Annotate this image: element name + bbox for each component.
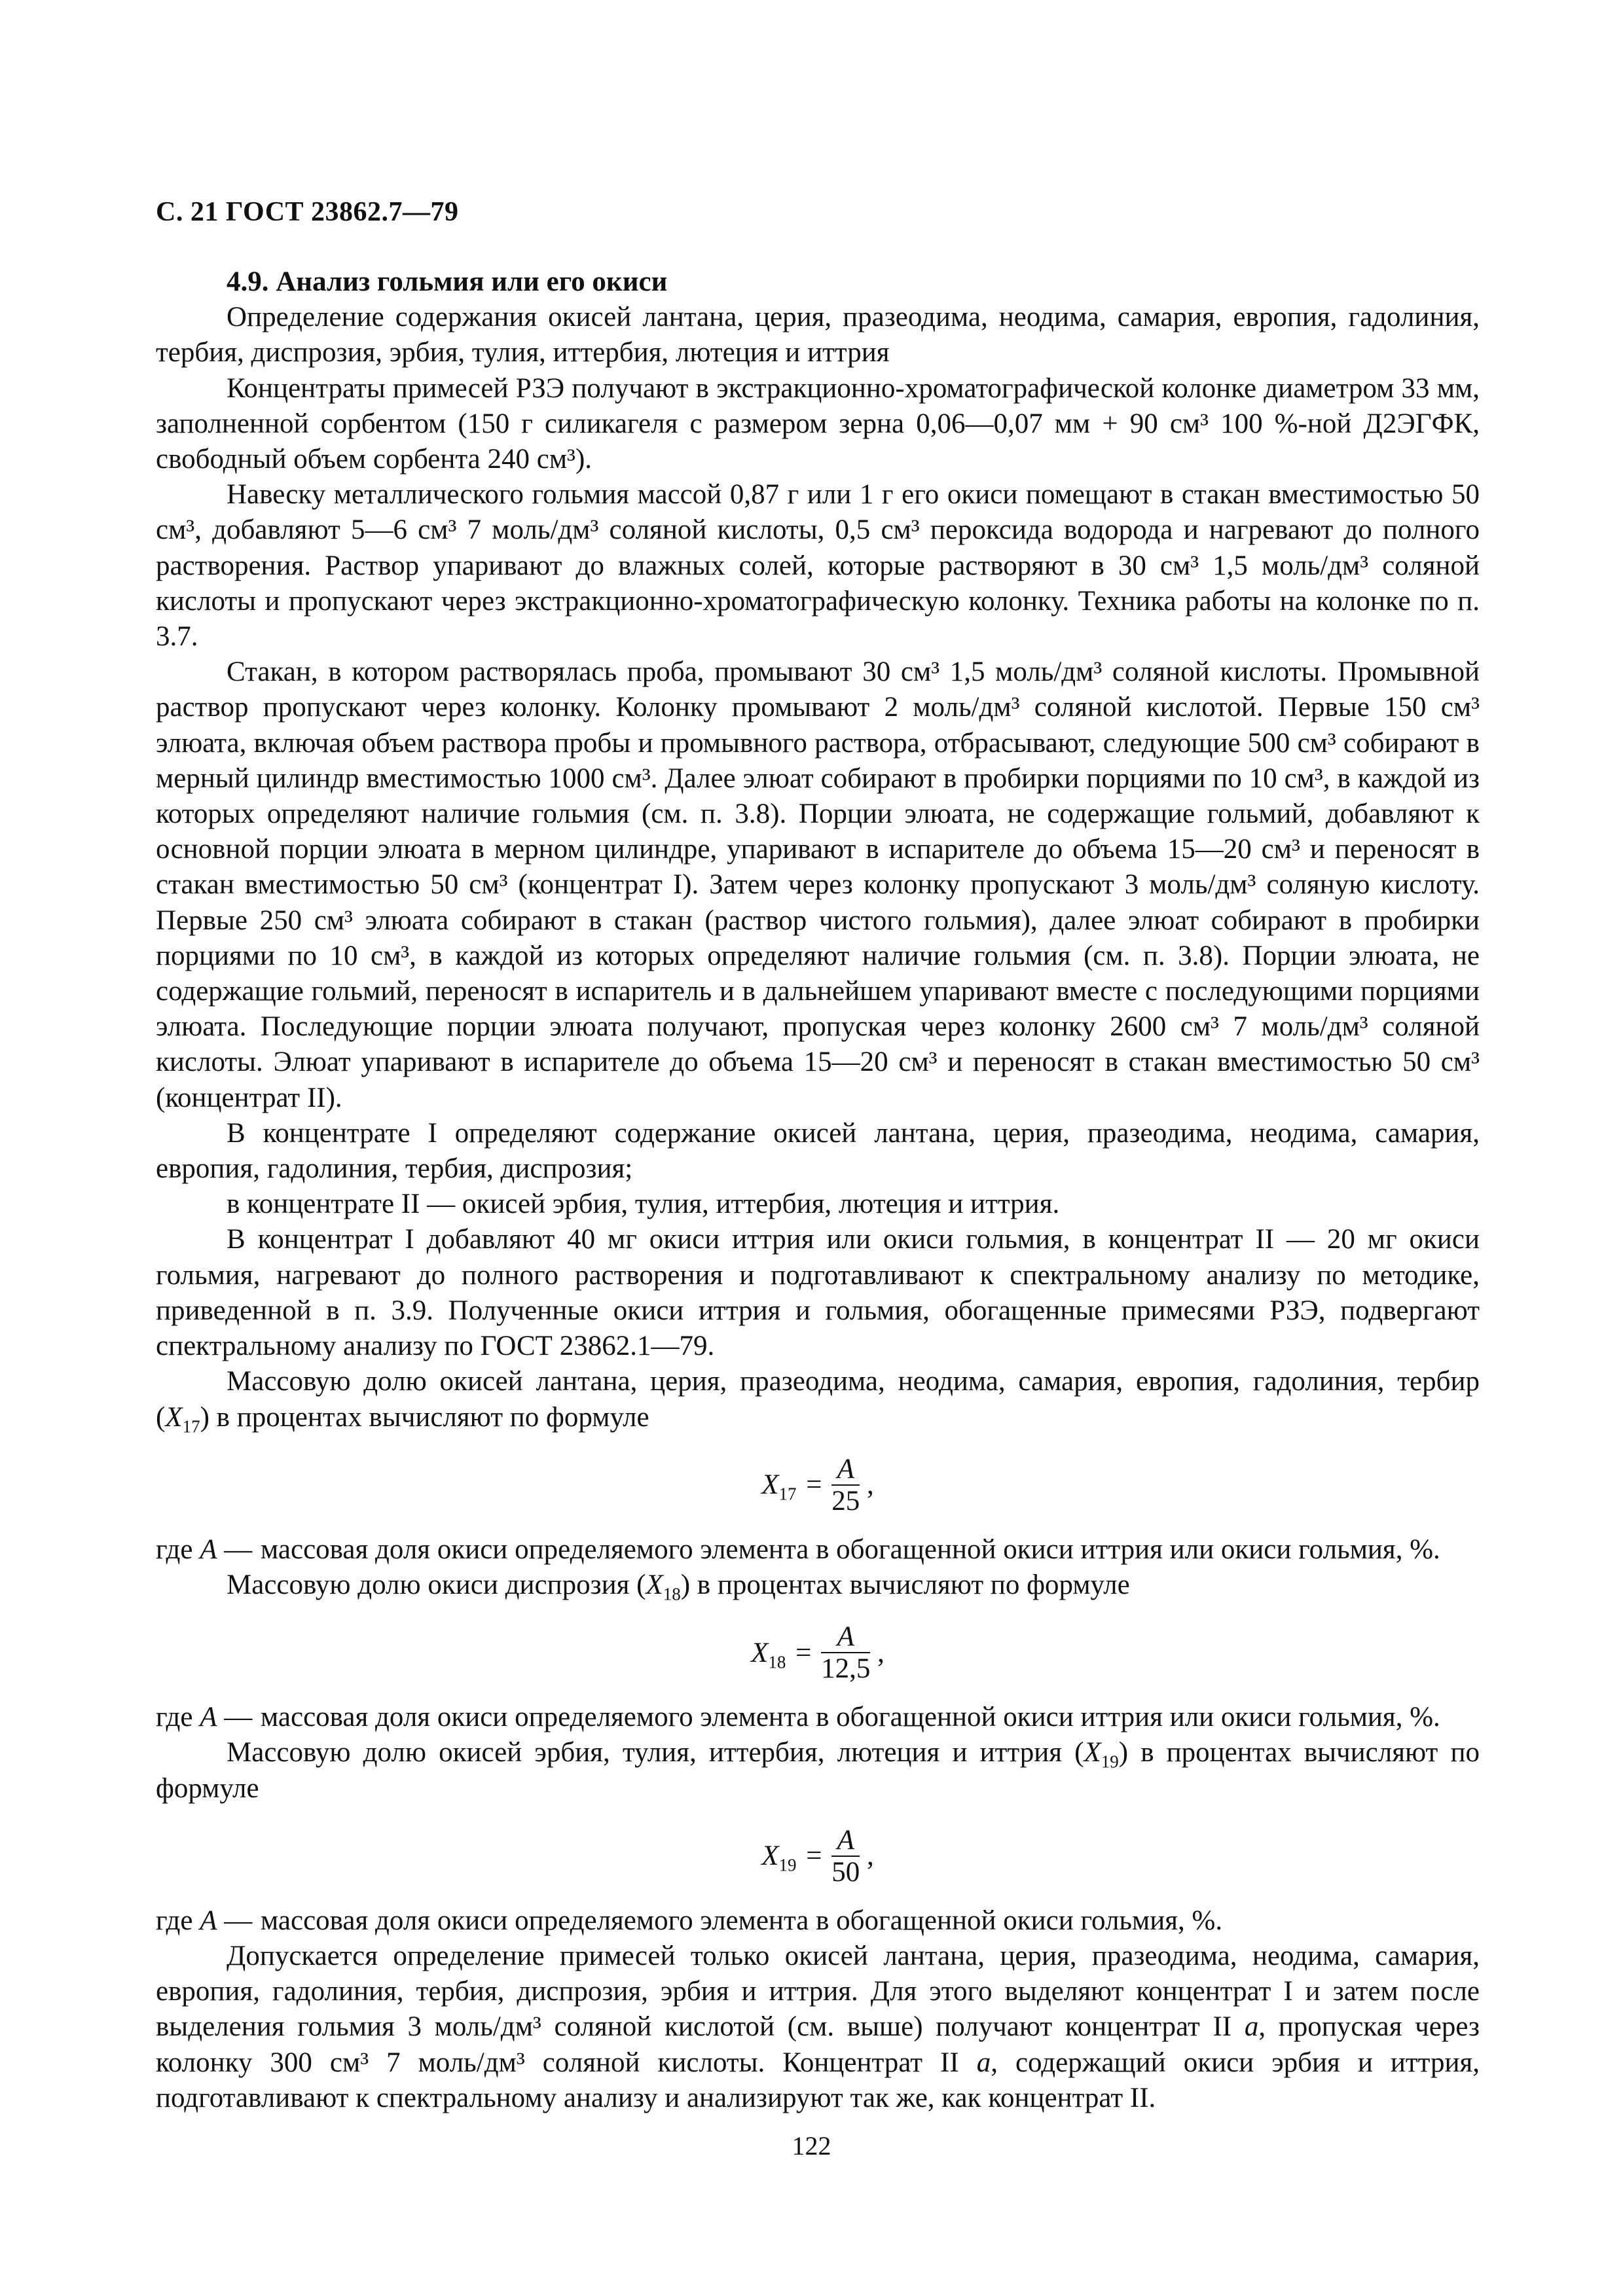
page-header: С. 21 ГОСТ 23862.7—79 (156, 197, 459, 227)
variable: X (1084, 1737, 1101, 1768)
text: Массовую долю окисей эрбия, тулия, иттербия, лютеция и иттрия ( (227, 1737, 1084, 1768)
formula-x19 (156, 1826, 1480, 1889)
italic-letter: а (1244, 2011, 1259, 2043)
variable: X (646, 1569, 663, 1600)
paragraph: Концентраты примесей РЗЭ получают в экстракционно-хроматографической колонке диаметром 33 мм, заполненной сорбентом (150 г силикагеля с размером зерна 0,06—0,07 мм + 90 см³ 100 %-ной Д2ЭГФК, свободный объем сорбента 240 см³). (156, 372, 1480, 475)
formula-variable: $X_{19}$ (761, 1840, 797, 1875)
numerator: A (821, 1623, 870, 1653)
paragraph (156, 1364, 1480, 1435)
where-text: массовая доля окиси определяемого элемента в обогащенной окиси гольмия, %. (261, 1905, 1223, 1936)
where-label: где A — (156, 1905, 253, 1936)
denominator: 25 (831, 1485, 860, 1516)
numerator: A (831, 1826, 860, 1857)
equals-sign: = (806, 1840, 822, 1872)
subscript: 18 (663, 1584, 681, 1604)
page-number: 122 (792, 2131, 831, 2161)
formula-comma: , (867, 1469, 874, 1501)
formula-x17 (156, 1455, 1480, 1518)
formula-variable: $X_{17}$ (761, 1469, 797, 1504)
where-clause (156, 1903, 1480, 1939)
text: , содержащий окиси эрбия и иттрия, подготавливают к спектральному анализу и анализируют так же, как концентрат II. (156, 2047, 1480, 2113)
text: Массовую долю окисей лантана, церия, празеодима, неодима, самария, европия, гадолиния, тербир ( (156, 1366, 1480, 1433)
formula-variable: $X_{18}$ (751, 1637, 786, 1672)
italic-letter: а (976, 2047, 991, 2078)
paragraph (156, 1568, 1480, 1603)
where-clause (156, 1700, 1480, 1735)
where-label: где A — (156, 1702, 253, 1733)
equals-sign: = (806, 1469, 822, 1501)
paragraph: Определение содержания окисей лантана, церия, празеодима, неодима, самария, европия, гадолиния, тербия, диспрозия, эрбия, тулия, иттербия, лютеция и иттрия (156, 302, 1480, 368)
paragraph: в концентрате II — окисей эрбия, тулия, иттербия, лютеция и иттрия. (227, 1189, 1060, 1220)
where-text: массовая доля окиси определяемого элемента в обогащенной окиси иттрия или окиси гольмия, %. (261, 1702, 1440, 1733)
equals-sign: = (795, 1637, 812, 1668)
text: Допускается определение примесей только окисей лантана, церия, празеодима, неодима, самария, европия, гадолиния, тербия, диспрозия, эрбия и иттрия. Для этого выделяют концентрат I и затем после выделения гольмия 3 моль/дм³ соляной кислотой (см. выше) получают концентрат II (156, 1940, 1480, 2043)
text: Массовую долю окиси диспрозия ( (227, 1569, 646, 1600)
document-body (156, 264, 1480, 2116)
section-title: 4.9. Анализ гольмия или его окиси (227, 266, 668, 297)
denominator: 12,5 (821, 1653, 871, 1685)
text: ) в процентах вычисляют по формуле (200, 1401, 649, 1433)
where-label: где A — (156, 1534, 253, 1565)
fraction (831, 1455, 860, 1515)
formula-comma: , (867, 1840, 874, 1872)
where-text: массовая доля окиси определяемого элемента в обогащенной окиси иттрия или окиси гольмия, %. (261, 1534, 1440, 1565)
where-clause (156, 1532, 1480, 1568)
subscript: 17 (182, 1416, 200, 1437)
paragraph (156, 1735, 1480, 1806)
denominator: 50 (831, 1856, 860, 1888)
paragraph (156, 1939, 1480, 2116)
text: ) в процентах вычисляют по формуле (156, 1737, 1480, 1804)
paragraph: В концентрат I добавляют 40 мг окиси иттрия или окиси гольмия, в концентрат II — 20 мг окиси гольмия, нагревают до полного растворения и подготавливают к спектральному анализу по методике, приведенной в п. 3.9. Полученные окиси иттрия и гольмия, обогащенные примесями РЗЭ, подвергают спектральному анализу по ГОСТ 23862.1—79. (156, 1224, 1480, 1362)
subscript: 19 (1101, 1751, 1119, 1772)
paragraph: Стакан, в котором растворялась проба, промывают 30 см³ 1,5 моль/дм³ соляной кислоты. Промывной раствор пропускают через колонку. Колонку промывают 2 моль/дм³ соляной кислотой. Первые 150 см³ элюата, включая объем раствора пробы и промывного раствора, отбрасывают, следующие 500 см³ собирают в мерный цилиндр вместимостью 1000 см³. Далее элюат собирают в пробирки порциями по 10 см³, в каждой из которых определяют наличие гольмия (см. п. 3.8). Порции элюата, не содержащие гольмий, добавляют к основной порции элюата в мерном цилиндре, упаривают в испарителе до объема 15—20 см³ и переносят в стакан вместимостью 50 см³ (концентрат I). Затем через колонку пропускают 3 моль/дм³ соляную кислоту. Первые 250 см³ элюата собирают в стакан (раствор чистого гольмия), далее элюат собирают в пробирки порциями по 10 см³, в каждой из которых определяют наличие гольмия (см. п. 3.8). Порции элюата, не содержащие гольмий, переносят в испаритель и в дальнейшем упаривают вместе с последующими порциями элюата. Последующие порции элюата получают, пропуская через колонку 2600 см³ 7 моль/дм³ соляной кислоты. Элюат упаривают в испарителе до объема 15—20 см³ и переносят в стакан вместимостью 50 см³ (концентрат II). (156, 656, 1480, 1113)
paragraph: В концентрате I определяют содержание окисей лантана, церия, празеодима, неодима, самария, европия, гадолиния, тербия, диспрозия; (156, 1117, 1480, 1185)
text: ) в процентах вычисляют по формуле (680, 1569, 1130, 1600)
text: , пропуская через колонку 300 см³ 7 моль/дм³ соляной кислоты. Концентрат II (156, 2011, 1480, 2078)
numerator: A (831, 1455, 860, 1486)
formula-x18 (156, 1623, 1480, 1685)
paragraph: Навеску металлического гольмия массой 0,87 г или 1 г его окиси помещают в стакан вместимостью 50 см³, добавляют 5—6 см³ 7 моль/дм³ соляной кислоты, 0,5 см³ пероксида водорода и нагревают до полного растворения. Раствор упаривают до влажных солей, которые растворяют в 30 см³ 1,5 моль/дм³ соляной кислоты и пропускают через экстракционно-хроматографическую колонку. Техника работы на колонке по п. 3.7. (156, 479, 1480, 653)
fraction (821, 1623, 870, 1683)
variable: X (165, 1401, 183, 1433)
fraction (831, 1826, 860, 1886)
formula-comma: , (877, 1637, 884, 1668)
